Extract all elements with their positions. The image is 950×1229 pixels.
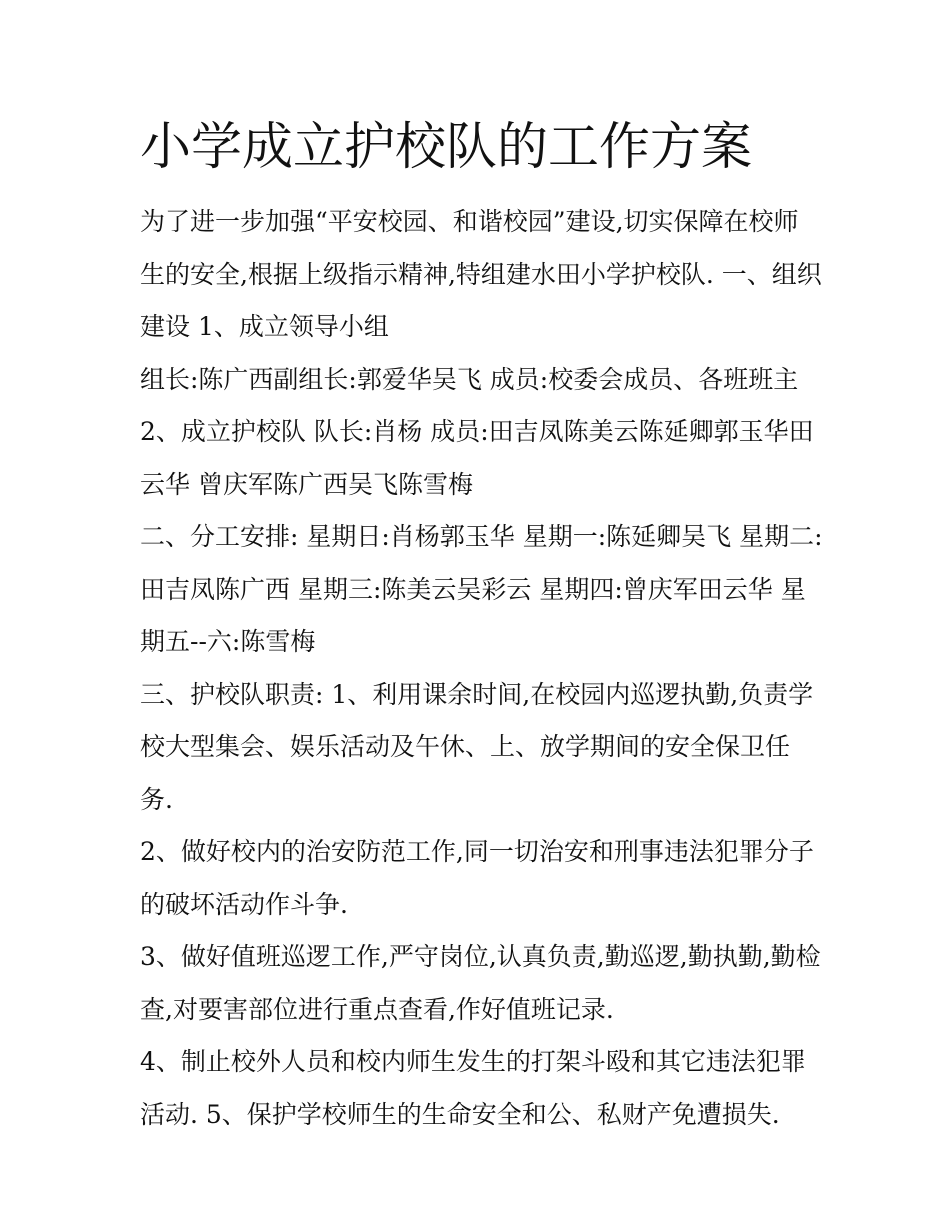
body-line: 查,对要害部位进行重点查看,作好值班记录. [140,994,614,1024]
body-line: 组长:陈广西副组长:郭爱华吴飞 成员:校委会成员、各班班主 [140,364,799,394]
body-line: 4、制止校外人员和校内师生发生的打架斗殴和其它违法犯罪 [140,1047,806,1076]
body-line: 校大型集会、娱乐活动及午休、上、放学期间的安全保卫任 [140,732,791,761]
body-line: 务. [140,784,173,814]
body-line: 的破坏活动作斗争. [140,889,348,919]
document-title: 小学成立护校队的工作方案 [140,118,753,177]
body-line: 3、做好值班巡逻工作,严守岗位,认真负责,勤巡逻,勤执勤,勤检 [140,942,821,971]
body-line: 云华 曾庆军陈广西吴飞陈雪梅 [140,469,473,499]
document-body [140,196,823,1141]
body-line: 三、护校队职责: 1、利用课余时间,在校园内巡逻执勤,负责学 [140,679,814,709]
body-line: 2、做好校内的治安防范工作,同一切治安和刑事违法犯罪分子 [140,837,814,866]
body-line: 2、成立护校队 队长:肖杨 成员:田吉凤陈美云陈延卿郭玉华田 [140,417,814,446]
body-line: 二、分工安排: 星期日:肖杨郭玉华 星期一:陈延卿吴飞 星期二: [140,522,823,551]
body-line: 田吉凤陈广西 星期三:陈美云吴彩云 星期四:曾庆军田云华 星 [140,574,806,604]
body-line: 建设 1、成立领导小组 [140,312,389,341]
body-line: 生的安全,根据上级指示精神,特组建水田小学护校队. 一、组织 [140,259,822,289]
body-line: 期五--六:陈雪梅 [140,627,316,656]
body-line: 为了进一步加强“平安校园、和谐校园”建设,切实保障在校师 [140,207,799,236]
body-line: 活动. 5、保护学校师生的生命安全和公、私财产免遭损失. [140,1099,780,1129]
